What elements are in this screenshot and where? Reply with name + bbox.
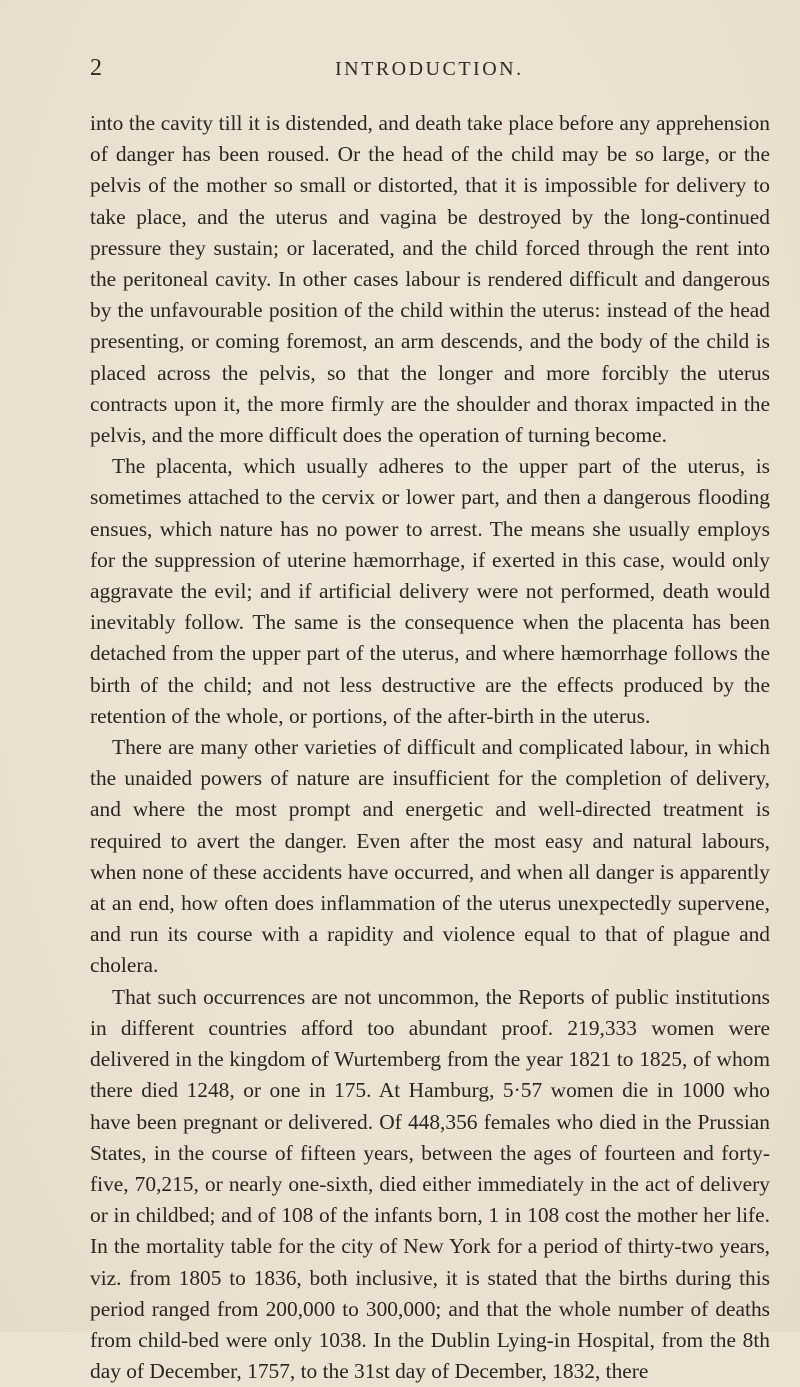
running-head: [90, 52, 770, 84]
paragraph-3: There are many other varieties of difficult and complicated labour, in which the unaided powers of nature are insufficient for the completion of delivery, and where the most prompt and energetic and well-directed treatment is required to avert the danger. Even after the most easy and natural labours, when none of these accidents have occurred, and when all danger is apparently at an end, how often does inflammation of the uterus unexpectedly supervene, and run its course with a rapidity and violence equal to that of plague and cholera.: [90, 735, 770, 978]
page-number: 2: [90, 55, 102, 81]
paragraph-4: That such occurrences are not uncommon, the Reports of public institutions in different countries afford too abundant proof. 219,333 women were delivered in the kingdom of Wurtemberg from the year 1821 to 1825, of whom there died 1248, or one in 175. At Hamburg, 5·57 women die in 1000 who have been pregnant or delivered. Of 448,356 females who died in the Prussian States, in the course of fifteen years, between the ages of fourteen and forty-five, 70,215, or nearly one-sixth, died either immediately in the act of delivery or in childbed; and of 108 of the infants born, 1 in 108 cost the mother her life. In the mortality table for the city of New York for a period of thirty-two years, viz. from 1805 to 1836, both inclusive, it is stated that the births during this period ranged from 200,000 to 300,000; and that the whole number of deaths from child-bed were only 1038. In the Dublin Lying-in Hospital, from the 8th day of December, 1757, to the 31st day of December, 1832, there: [90, 984, 770, 1384]
body-text: [90, 108, 770, 1387]
paragraph-2: The placenta, which usually adheres to the upper part of the uterus, is sometimes attached to the cervix or lower part, and then a dangerous flooding ensues, which nature has no power to arrest. The means she usually employs for the suppression of uterine hæmorrhage, if exerted in this case, would only aggravate the evil; and if artificial delivery were not performed, death would inevitably follow. The same is the consequence when the placenta has been detached from the upper part of the uterus, and where hæmorrhage follows the birth of the child; and not less destructive are the effects produced by the retention of the whole, or portions, of the after-birth in the uterus.: [90, 454, 770, 728]
paragraph-1: into the cavity till it is distended, and death take place before any apprehension of danger has been roused. Or the head of the child may be so large, or the pelvis of the mother so small or distorted, that it is impossible for delivery to take place, and the uterus and vagina be destroyed by the long-continued pressure they sustain; or lacerated, and the child forced through the rent into the peritoneal cavity. In other cases labour is rendered difficult and dangerous by the unfavourable position of the child within the uterus: instead of the head presenting, or coming foremost, an arm descends, and the body of the child is placed across the pelvis, so that the longer and more forcibly the uterus contracts upon it, the more firmly are the shoulder and thorax impacted in the pelvis, and the more difficult does the operation of turning become.: [90, 111, 770, 448]
running-title: INTRODUCTION.: [335, 58, 524, 80]
